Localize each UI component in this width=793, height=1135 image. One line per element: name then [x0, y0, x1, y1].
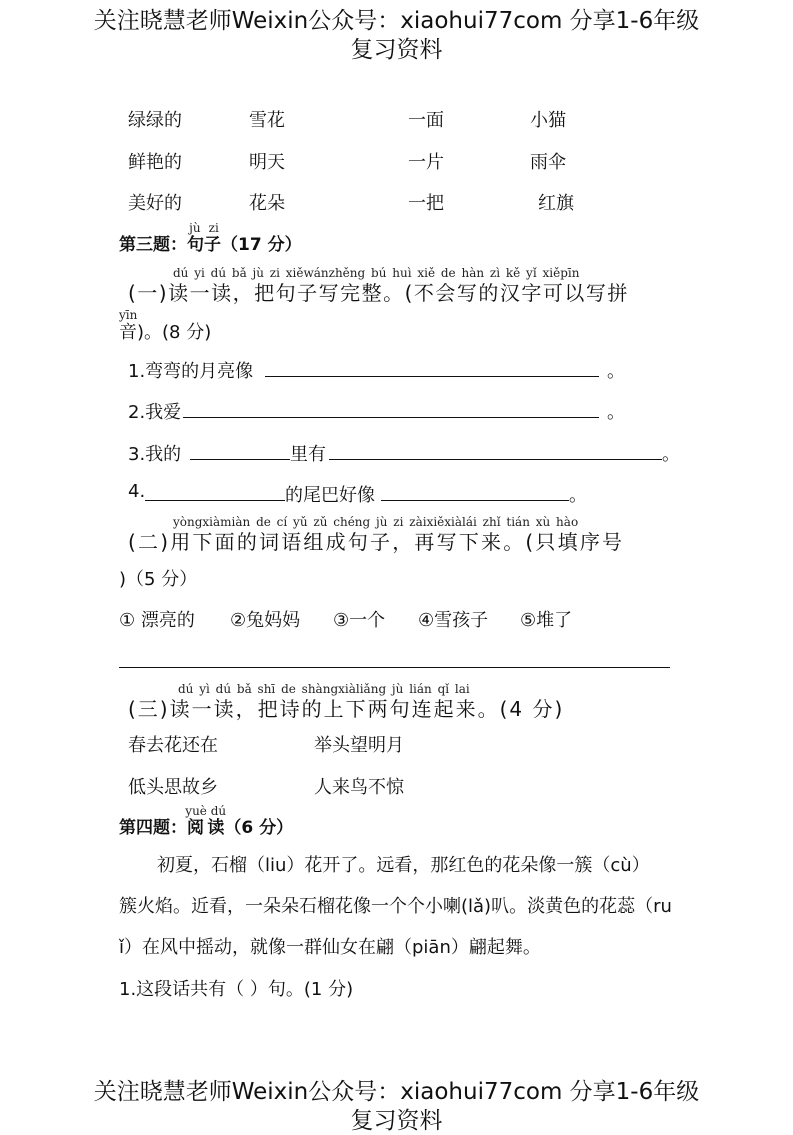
q4-prefix: 4.	[128, 481, 146, 502]
match-word: 鲜艳的	[128, 152, 182, 173]
match-word: 一把	[408, 193, 444, 214]
poem-line-right: 人来鸟不惊	[314, 777, 404, 798]
section4-word-pinyin: yuè dú	[185, 804, 227, 818]
footer-line-2: 复习资料	[350, 1108, 443, 1134]
section3-word: 句子	[187, 235, 221, 255]
q4-answer-line-2[interactable]	[381, 500, 569, 501]
word-option: ① 漂亮的	[119, 610, 195, 631]
q2-suffix: 。	[607, 402, 625, 423]
section4-question-1: 1.这段话共有（ ）句。(1 分)	[119, 979, 354, 1000]
section4-heading	[119, 805, 293, 838]
part3-text: 读一读，把诗的上下两句连起来。(4 分)	[169, 697, 565, 721]
header-line-1: 关注晓慧老师Weixin公众号：xiaohui77com 分享1-6年级	[93, 8, 700, 34]
match-word: 一片	[408, 152, 444, 173]
part2-text: 用下面的词语组成句子，再写下来。(只填序号	[170, 530, 625, 554]
q4-middle: 的尾巴好像	[285, 485, 375, 506]
part2-instruction	[128, 526, 624, 555]
word-option: ③一个	[333, 610, 386, 631]
q3-answer-line-1[interactable]	[190, 459, 290, 460]
match-word: 花朵	[249, 193, 285, 214]
section3-word-pinyin: jù zi	[187, 221, 221, 235]
match-word: 一面	[408, 110, 444, 131]
q2-prefix: 2.我爱	[128, 402, 182, 423]
match-word: 美好的	[128, 193, 182, 214]
part1-pinyin: dú yi dú bǎ jù zi xiěwánzhěng bú huì xiě de hàn zì kě yǐ xiěpīn	[173, 266, 580, 280]
poem-line-right: 举头望明月	[314, 735, 404, 756]
header-line-2: 复习资料	[350, 37, 443, 63]
q1-answer-line[interactable]	[265, 376, 599, 377]
passage-line-1: 初夏，石榴（liu）花开了。远看，那红色的花朵像一簇（cù）	[157, 855, 650, 876]
part3-instruction	[128, 693, 564, 722]
match-word: 雪花	[249, 110, 285, 131]
match-word: 绿绿的	[128, 110, 182, 131]
passage-line-3: ǐ）在风中摇动，就像一群仙女在翩（piān）翩起舞。	[119, 937, 541, 958]
footer-line-1: 关注晓慧老师Weixin公众号：xiaohui77com 分享1-6年级	[93, 1079, 700, 1105]
q3-middle: 里有	[290, 444, 326, 465]
section4-word: 阅读	[185, 818, 227, 838]
q1-suffix: 。	[607, 361, 625, 382]
part1-pinyin-2: yīn	[119, 308, 138, 322]
q4-answer-line-1[interactable]	[145, 500, 285, 501]
poem-line-left: 低头思故乡	[128, 777, 218, 798]
q3-prefix: 3.我的	[128, 444, 182, 465]
q2-answer-line[interactable]	[183, 417, 599, 418]
section3-prefix: 第三题：	[119, 235, 187, 255]
q3-suffix: 。	[662, 444, 680, 465]
passage-line-2: 簇火焰。近看，一朵朵石榴花像一个个小喇(lǎ)叭。淡黄色的花蕊（ru	[119, 896, 672, 917]
q4-suffix: 。	[569, 485, 587, 506]
poem-line-left: 春去花还在	[128, 735, 218, 756]
section3-score: （17 分）	[221, 235, 302, 255]
part2-label: (二)	[128, 530, 171, 554]
part1-instruction	[128, 277, 629, 306]
word-option: ④雪孩子	[418, 610, 489, 631]
part3-pinyin: dú yì dú bǎ shī de shàngxiàliǎng jù lián qǐ lai	[178, 682, 470, 696]
word-option: ⑤堆了	[520, 610, 573, 631]
section3-heading	[119, 222, 302, 255]
match-word: 雨伞	[530, 152, 566, 173]
section4-score: （6 分）	[224, 818, 294, 838]
word-option: ②兔妈妈	[230, 610, 301, 631]
sentence-answer-line[interactable]	[119, 667, 670, 668]
part2-instruction-2: )（5 分）	[119, 569, 198, 590]
section4-prefix: 第四题：	[119, 818, 187, 838]
match-word: 红旗	[538, 193, 574, 214]
match-word: 明天	[249, 152, 285, 173]
part3-label: (三)	[128, 697, 170, 721]
match-word: 小猫	[530, 110, 566, 131]
part2-pinyin: yòngxiàmiàn de cí yǔ zǔ chéng jù zi zàixiěxiàlái zhǐ tián xù hào	[173, 515, 579, 529]
part1-label: (一)	[128, 281, 169, 305]
q1-prefix: 1.弯弯的月亮像	[128, 361, 254, 382]
part1-text: 读一读，把句子写完整。(不会写的汉字可以写拼	[168, 281, 629, 305]
part1-instruction-2: 音)。(8 分)	[119, 322, 212, 343]
q3-answer-line-2[interactable]	[329, 459, 662, 460]
